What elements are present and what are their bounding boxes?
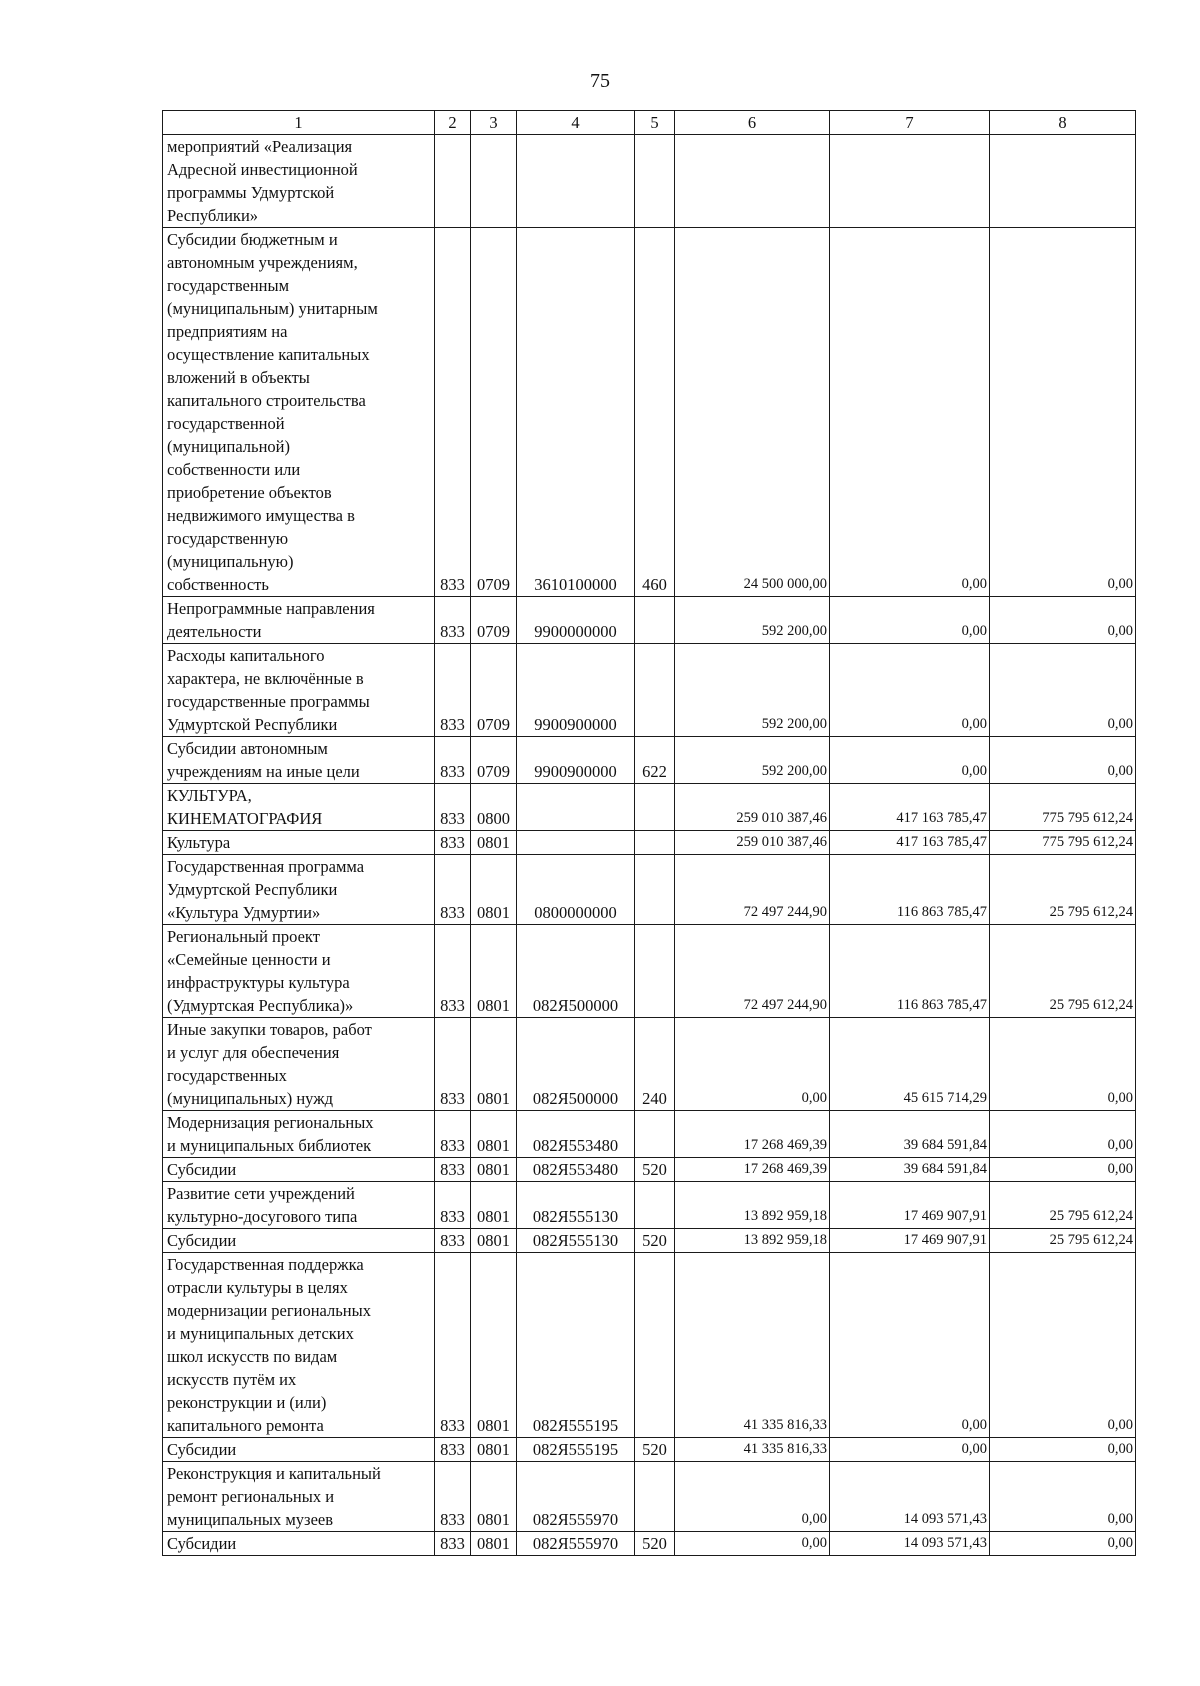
amount-col-8: 0,00: [990, 1462, 1136, 1532]
amount-col-8: 25 795 612,24: [990, 1229, 1136, 1253]
target-code: [517, 831, 635, 855]
amount-col-7: 116 863 785,47: [830, 925, 990, 1018]
ministry-code: 833: [435, 1018, 471, 1111]
amount-col-8: 0,00: [990, 1253, 1136, 1438]
item-name: Государственная программа Удмуртской Республики «Культура Удмуртии»: [163, 855, 435, 925]
section-code: 0709: [471, 737, 517, 784]
section-code: 0801: [471, 831, 517, 855]
item-name: Субсидии: [163, 1229, 435, 1253]
table-row: [163, 831, 1136, 855]
target-code: 082Я500000: [517, 1018, 635, 1111]
ministry-code: 833: [435, 1532, 471, 1556]
table-row: [163, 737, 1136, 784]
amount-col-8: 0,00: [990, 228, 1136, 597]
section-code: 0801: [471, 1462, 517, 1532]
amount-col-6: 0,00: [675, 1018, 830, 1111]
ministry-code: 833: [435, 831, 471, 855]
section-code: 0709: [471, 228, 517, 597]
amount-col-6: 13 892 959,18: [675, 1229, 830, 1253]
item-name: Расходы капитального характера, не включённые в государственные программы Удмуртской Республики: [163, 644, 435, 737]
expense-type: 520: [635, 1532, 675, 1556]
section-code: 0801: [471, 1018, 517, 1111]
section-code: 0801: [471, 1111, 517, 1158]
amount-col-6: 259 010 387,46: [675, 831, 830, 855]
expense-type: [635, 135, 675, 228]
target-code: 9900900000: [517, 644, 635, 737]
amount-col-7: 14 093 571,43: [830, 1532, 990, 1556]
amount-col-7: 0,00: [830, 228, 990, 597]
amount-col-7: 0,00: [830, 597, 990, 644]
table-row: [163, 228, 1136, 597]
item-name: Субсидии: [163, 1158, 435, 1182]
target-code: 082Я553480: [517, 1158, 635, 1182]
amount-col-7: 17 469 907,91: [830, 1182, 990, 1229]
column-number-row: [163, 111, 1136, 135]
ministry-code: 833: [435, 1438, 471, 1462]
expense-type: [635, 831, 675, 855]
column-number-5: 5: [635, 111, 675, 135]
expense-type: 520: [635, 1438, 675, 1462]
amount-col-6: 41 335 816,33: [675, 1253, 830, 1438]
target-code: 082Я555970: [517, 1462, 635, 1532]
amount-col-8: 25 795 612,24: [990, 1182, 1136, 1229]
amount-col-7: 417 163 785,47: [830, 784, 990, 831]
amount-col-6: 24 500 000,00: [675, 228, 830, 597]
table-row: [163, 1462, 1136, 1532]
amount-col-7: 45 615 714,29: [830, 1018, 990, 1111]
column-number-3: 3: [471, 111, 517, 135]
item-name: Модернизация региональных и муниципальных библиотек: [163, 1111, 435, 1158]
amount-col-8: 0,00: [990, 597, 1136, 644]
target-code: 082Я553480: [517, 1111, 635, 1158]
ministry-code: 833: [435, 1158, 471, 1182]
target-code: 3610100000: [517, 228, 635, 597]
target-code: 082Я555130: [517, 1182, 635, 1229]
item-name: Государственная поддержка отрасли культуры в целях модернизации региональных и муниципальных детских школ искусств по видам искусств путём их реконструкции и (или) капитального ремонта: [163, 1253, 435, 1438]
section-code: 0801: [471, 1182, 517, 1229]
amount-col-8: 0,00: [990, 1018, 1136, 1111]
table-row: [163, 1438, 1136, 1462]
section-code: 0709: [471, 597, 517, 644]
amount-col-7: 0,00: [830, 737, 990, 784]
ministry-code: 833: [435, 1253, 471, 1438]
amount-col-6: 0,00: [675, 1462, 830, 1532]
expense-type: [635, 1462, 675, 1532]
amount-col-7: 417 163 785,47: [830, 831, 990, 855]
ministry-code: 833: [435, 737, 471, 784]
item-name: Субсидии автономным учреждениям на иные цели: [163, 737, 435, 784]
amount-col-8: 0,00: [990, 1158, 1136, 1182]
ministry-code: 833: [435, 597, 471, 644]
amount-col-6: 259 010 387,46: [675, 784, 830, 831]
target-code: 082Я555195: [517, 1438, 635, 1462]
table-row: [163, 1229, 1136, 1253]
column-number-7: 7: [830, 111, 990, 135]
amount-col-6: 0,00: [675, 1532, 830, 1556]
item-name: Развитие сети учреждений культурно-досугового типа: [163, 1182, 435, 1229]
amount-col-8: 25 795 612,24: [990, 855, 1136, 925]
ministry-code: [435, 135, 471, 228]
expense-type: [635, 925, 675, 1018]
target-code: [517, 784, 635, 831]
column-number-6: 6: [675, 111, 830, 135]
section-code: 0801: [471, 1229, 517, 1253]
amount-col-7: 14 093 571,43: [830, 1462, 990, 1532]
ministry-code: 833: [435, 1111, 471, 1158]
amount-col-7: 116 863 785,47: [830, 855, 990, 925]
expense-type: [635, 1182, 675, 1229]
ministry-code: 833: [435, 925, 471, 1018]
table-row: [163, 1111, 1136, 1158]
table-row: [163, 644, 1136, 737]
target-code: 9900900000: [517, 737, 635, 784]
item-name: Региональный проект «Семейные ценности и инфраструктуры культура (Удмуртская Республика)»: [163, 925, 435, 1018]
table-row: [163, 1182, 1136, 1229]
amount-col-6: 592 200,00: [675, 597, 830, 644]
target-code: 9900000000: [517, 597, 635, 644]
column-number-1: 1: [163, 111, 435, 135]
amount-col-6: 592 200,00: [675, 737, 830, 784]
section-code: 0801: [471, 1438, 517, 1462]
item-name: Реконструкция и капитальный ремонт региональных и муниципальных музеев: [163, 1462, 435, 1532]
amount-col-8: 0,00: [990, 737, 1136, 784]
amount-col-6: [675, 135, 830, 228]
amount-col-8: 0,00: [990, 644, 1136, 737]
amount-col-8: 775 795 612,24: [990, 784, 1136, 831]
expense-type: 520: [635, 1229, 675, 1253]
expense-type: 460: [635, 228, 675, 597]
table-row: [163, 1158, 1136, 1182]
amount-col-8: 0,00: [990, 1438, 1136, 1462]
section-code: 0709: [471, 644, 517, 737]
amount-col-6: 72 497 244,90: [675, 855, 830, 925]
ministry-code: 833: [435, 1182, 471, 1229]
column-number-4: 4: [517, 111, 635, 135]
item-name: Субсидии бюджетным и автономным учреждениям, государственным (муниципальным) унитарным предприятиям на осуществление капитальных вложений в объекты капитального строительства государственной (муниципальной) собственности или приобретение объектов недвижимого имущества в государственную (муниципальную) собственность: [163, 228, 435, 597]
expense-type: [635, 1111, 675, 1158]
column-number-8: 8: [990, 111, 1136, 135]
ministry-code: 833: [435, 855, 471, 925]
section-code: 0801: [471, 855, 517, 925]
amount-col-8: 0,00: [990, 1111, 1136, 1158]
amount-col-7: 0,00: [830, 1253, 990, 1438]
section-code: 0801: [471, 1158, 517, 1182]
ministry-code: 833: [435, 644, 471, 737]
table-row: [163, 855, 1136, 925]
amount-col-6: 17 268 469,39: [675, 1111, 830, 1158]
item-name: Культура: [163, 831, 435, 855]
item-name: Субсидии: [163, 1532, 435, 1556]
ministry-code: 833: [435, 784, 471, 831]
amount-col-6: 72 497 244,90: [675, 925, 830, 1018]
target-code: 082Я555195: [517, 1253, 635, 1438]
section-code: 0800: [471, 784, 517, 831]
section-code: 0801: [471, 925, 517, 1018]
amount-col-6: 13 892 959,18: [675, 1182, 830, 1229]
amount-col-6: 17 268 469,39: [675, 1158, 830, 1182]
amount-col-7: 39 684 591,84: [830, 1111, 990, 1158]
table-row: [163, 597, 1136, 644]
table-row: [163, 925, 1136, 1018]
item-name: Субсидии: [163, 1438, 435, 1462]
item-name: Непрограммные направления деятельности: [163, 597, 435, 644]
expense-type: [635, 784, 675, 831]
expense-type: [635, 1253, 675, 1438]
table-row: [163, 784, 1136, 831]
amount-col-7: 0,00: [830, 644, 990, 737]
amount-col-7: 0,00: [830, 1438, 990, 1462]
section-code: [471, 135, 517, 228]
section-code: 0801: [471, 1532, 517, 1556]
item-name: КУЛЬТУРА, КИНЕМАТОГРАФИЯ: [163, 784, 435, 831]
target-code: 082Я500000: [517, 925, 635, 1018]
expense-type: 622: [635, 737, 675, 784]
target-code: 0800000000: [517, 855, 635, 925]
ministry-code: 833: [435, 1229, 471, 1253]
table-row: [163, 1018, 1136, 1111]
section-code: 0801: [471, 1253, 517, 1438]
amount-col-7: [830, 135, 990, 228]
expense-type: [635, 855, 675, 925]
amount-col-6: 592 200,00: [675, 644, 830, 737]
amount-col-7: 17 469 907,91: [830, 1229, 990, 1253]
budget-table: [162, 110, 1136, 1556]
table-row: [163, 1532, 1136, 1556]
page-number: 75: [590, 70, 610, 92]
amount-col-8: 775 795 612,24: [990, 831, 1136, 855]
expense-type: [635, 597, 675, 644]
column-number-2: 2: [435, 111, 471, 135]
table-row: [163, 1253, 1136, 1438]
item-name: мероприятий «Реализация Адресной инвестиционной программы Удмуртской Республики»: [163, 135, 435, 228]
target-code: 082Я555970: [517, 1532, 635, 1556]
expense-type: 240: [635, 1018, 675, 1111]
amount-col-7: 39 684 591,84: [830, 1158, 990, 1182]
amount-col-8: 0,00: [990, 1532, 1136, 1556]
amount-col-8: [990, 135, 1136, 228]
target-code: 082Я555130: [517, 1229, 635, 1253]
expense-type: [635, 644, 675, 737]
amount-col-8: 25 795 612,24: [990, 925, 1136, 1018]
table-row: [163, 135, 1136, 228]
item-name: Иные закупки товаров, работ и услуг для обеспечения государственных (муниципальных) нужд: [163, 1018, 435, 1111]
target-code: [517, 135, 635, 228]
expense-type: 520: [635, 1158, 675, 1182]
ministry-code: 833: [435, 228, 471, 597]
amount-col-6: 41 335 816,33: [675, 1438, 830, 1462]
ministry-code: 833: [435, 1462, 471, 1532]
